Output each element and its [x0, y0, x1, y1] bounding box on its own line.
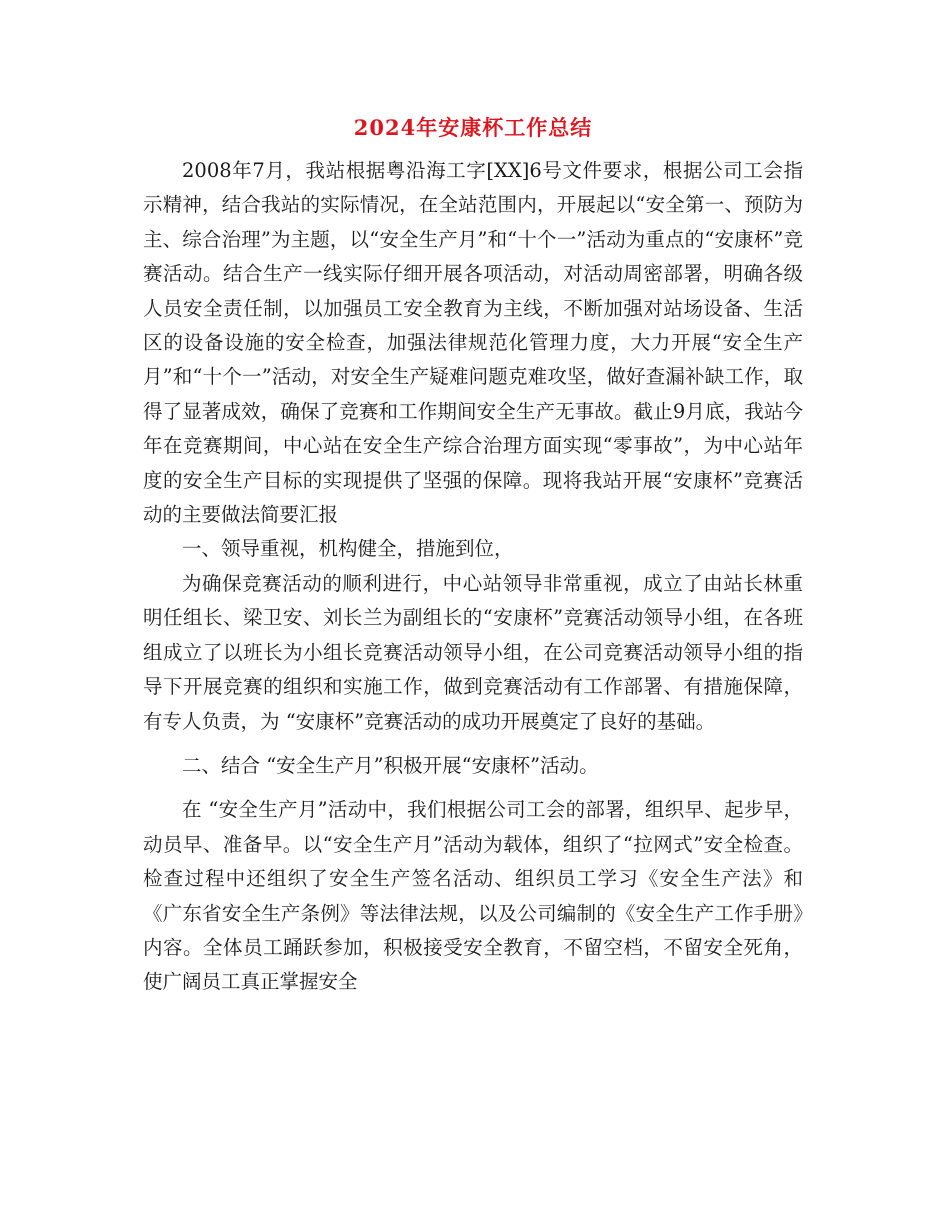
- paragraph-gap: [143, 739, 803, 749]
- paragraph-gap: [143, 783, 803, 793]
- paragraph-section-2: 在 “安全生产月”活动中，我们根据公司工会的部署，组织早、起步早，动员早、准备早。以“安全生产月”活动为载体，组织了“拉网式”安全检查。检查过程中还组织了安全生产签名活动、组织员工学习《安全生产法》和《广东省安全生产条例》等法律法规，以及公司编制的《安全生产工作手册》内容。全体员工踊跃参加，积极接受安全教育，不留空档，不留安全死角，使广阔员工真正掌握安全: [143, 798, 803, 994]
- section-heading-1: 一、领导重视，机构健全，措施到位，: [182, 537, 514, 561]
- section-heading-2: 二、结合 “安全生产月”积极开展“安康杯”活动。: [182, 753, 599, 777]
- document-page: [143, 112, 803, 1000]
- document-title: 2024年安康杯工作总结: [353, 115, 593, 140]
- paragraph-intro: 2008年7月，我站根据粤沿海工字[XX]6号文件要求，根据公司工会指示精神，结合我站的实际情况，在全站范围内，开展起以“安全第一、预防为主、综合治理”为主题，以“安全生产月”和“十个一”活动为重点的“安康杯”竞赛活动。结合生产一线实际仔细开展各项活动，对活动周密部署，明确各级人员安全责任制，以加强员工安全教育为主线，不断加强对站场设备、生活区的设备设施的安全检查，加强法律规范化管理力度，大力开展“安全生产月”和“十个一”活动，对安全生产疑难问题克难攻坚，做好查漏补缺工作，取得了显著成效，确保了竞赛和工作期间安全生产无事故。截止9月底，我站今年在竞赛期间，中心站在安全生产综合治理方面实现“零事故”，为中心站年度的安全生产目标的实现提供了坚强的保障。现将我站开展“安康杯”竞赛活动的主要做法简要汇报: [143, 159, 803, 527]
- paragraph-section-1: 为确保竞赛活动的顺利进行，中心站领导非常重视，成立了由站长林重明任组长、梁卫安、刘长兰为副组长的“安康杯”竞赛活动领导小组，在各班组成立了以班长为小组长竞赛活动领导小组，在公司竞赛活动领导小组的指导下开展竞赛的组织和实施工作，做到竞赛活动有工作部署、有措施保障，有专人负责，为 “安康杯”竞赛活动的成功开展奠定了良好的基础。: [143, 571, 803, 733]
